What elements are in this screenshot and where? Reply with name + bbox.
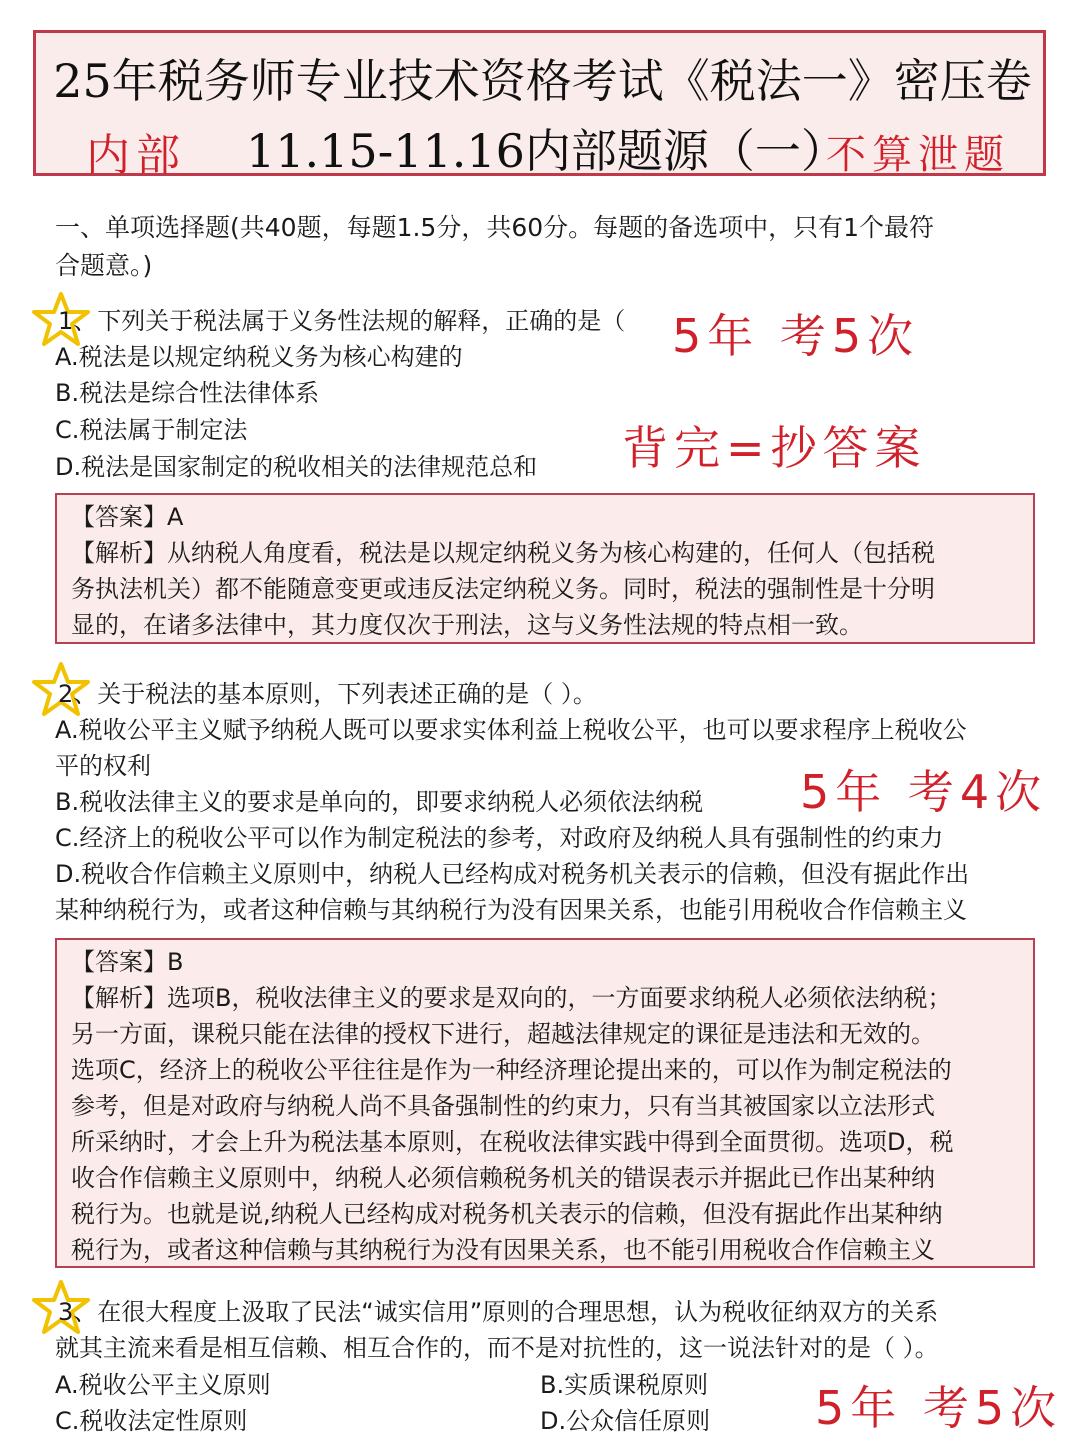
handwritten-note-internal: 内部 xyxy=(86,130,186,181)
question-2-option-c: C.经济上的税收公平可以作为制定税法的参考，对政府及纳税人具有强制性的约束力 xyxy=(55,824,944,852)
analysis-line: 另一方面，课税只能在法律的授权下进行，超越法律规定的课征是违法和无效的。 xyxy=(71,1020,935,1048)
question-1-option-c: C.税法属于制定法 xyxy=(55,416,248,444)
question-3-option-d: D.公众信任原则 xyxy=(540,1407,711,1435)
question-3-option-c: C.税收法定性原则 xyxy=(55,1407,248,1435)
analysis-line: 【解析】从纳税人角度看，税法是以规定纳税义务为核心构建的，任何人（包括税 xyxy=(71,539,935,567)
analysis-line: 选项C，经济上的税收公平往往是作为一种经济理论提出来的，可以作为制定税法的 xyxy=(71,1056,952,1084)
question-2-option-d: D.税收合作信赖主义原则中，纳税人已经构成对税务机关表示的信赖，但没有据此作出 xyxy=(55,860,970,888)
question-2-option-a-cont: 平的权利 xyxy=(55,752,151,780)
analysis-line: 【解析】选项B，税收法律主义的要求是双向的，一方面要求纳税人必须依法纳税； xyxy=(71,984,952,1012)
question-2-option-d-cont: 某种纳税行为，或者这种信赖与其纳税行为没有因果关系，也能引用税收合作信赖主义 xyxy=(55,896,967,924)
question-3-stem: 3、在很大程度上汲取了民法“诚实信用”原则的合理思想，认为税收征纳双方的关系 xyxy=(58,1298,939,1326)
answer-label: 【答案】A xyxy=(71,503,184,531)
page-title: 25年税务师专业技术资格考试《税法一》密压卷 xyxy=(53,54,1032,108)
page-subtitle: 11.15-11.16内部题源（一） xyxy=(246,124,847,178)
analysis-line: 税行为。也就是说,纳税人已经构成对税务机关表示的信赖，但没有据此作出某种纳 xyxy=(71,1200,943,1228)
question-1-option-a: A.税法是以规定纳税义务为核心构建的 xyxy=(55,343,463,371)
handwritten-note-not-leak: 不算泄题 xyxy=(826,132,1010,178)
analysis-line: 所采纳时，才会上升为税法基本原则，在税收法律实践中得到全面贯彻。选项D，税 xyxy=(71,1128,954,1156)
analysis-line: 参考，但是对政府与纳税人尚不具备强制性的约束力，只有当其被国家以立法形式 xyxy=(71,1092,935,1120)
question-2-option-a: A.税收公平主义赋予纳税人既可以要求实体利益上税收公平，也可以要求程序上税收公 xyxy=(55,716,967,744)
analysis-line: 显的，在诸多法律中，其力度仅次于刑法，这与义务性法规的特点相一致。 xyxy=(71,611,863,639)
answer-label: 【答案】B xyxy=(71,948,184,976)
question-1-option-d: D.税法是国家制定的税收相关的法律规范总和 xyxy=(55,453,538,481)
section-heading-cont: 合题意。) xyxy=(55,251,153,280)
question-1-option-b: B.税法是综合性法律体系 xyxy=(55,379,320,407)
handwritten-note-frequency: 5年 考5次 xyxy=(672,309,920,363)
analysis-line: 税行为，或者这种信赖与其纳税行为没有因果关系，也不能引用税收合作信赖主义 xyxy=(71,1236,935,1264)
answer-box-2 xyxy=(55,938,1035,1268)
section-heading: 一、单项选择题(共40题，每题1.5分，共60分。每题的备选项中，只有1个最符 xyxy=(55,213,935,242)
handwritten-note-memorize: 背完=抄答案 xyxy=(622,421,927,475)
question-2-stem: 2、关于税法的基本原则，下列表述正确的是（ ）。 xyxy=(58,680,597,708)
handwritten-note-frequency: 5年 考5次 xyxy=(815,1381,1063,1435)
question-3-option-b: B.实质课税原则 xyxy=(540,1371,709,1399)
answer-box-1 xyxy=(55,493,1035,644)
question-3-option-a: A.税收公平主义原则 xyxy=(55,1371,271,1399)
question-1-stem: 1、下列关于税法属于义务性法规的解释，正确的是（ xyxy=(58,307,626,335)
analysis-line: 收合作信赖主义原则中，纳税人必须信赖税务机关的错误表示并据此已作出某种纳 xyxy=(71,1164,935,1192)
title-box xyxy=(33,30,1046,181)
handwritten-note-frequency: 5年 考4次 xyxy=(800,765,1048,819)
question-3-stem-cont: 就其主流来看是相互信赖、相互合作的，而不是对抗性的，这一说法针对的是（ ）。 xyxy=(55,1334,939,1362)
question-2-option-b: B.税收法律主义的要求是单向的，即要求纳税人必须依法纳税 xyxy=(55,788,704,816)
analysis-line: 务执法机关）都不能随意变更或违反法定纳税义务。同时，税法的强制性是十分明 xyxy=(71,575,935,603)
